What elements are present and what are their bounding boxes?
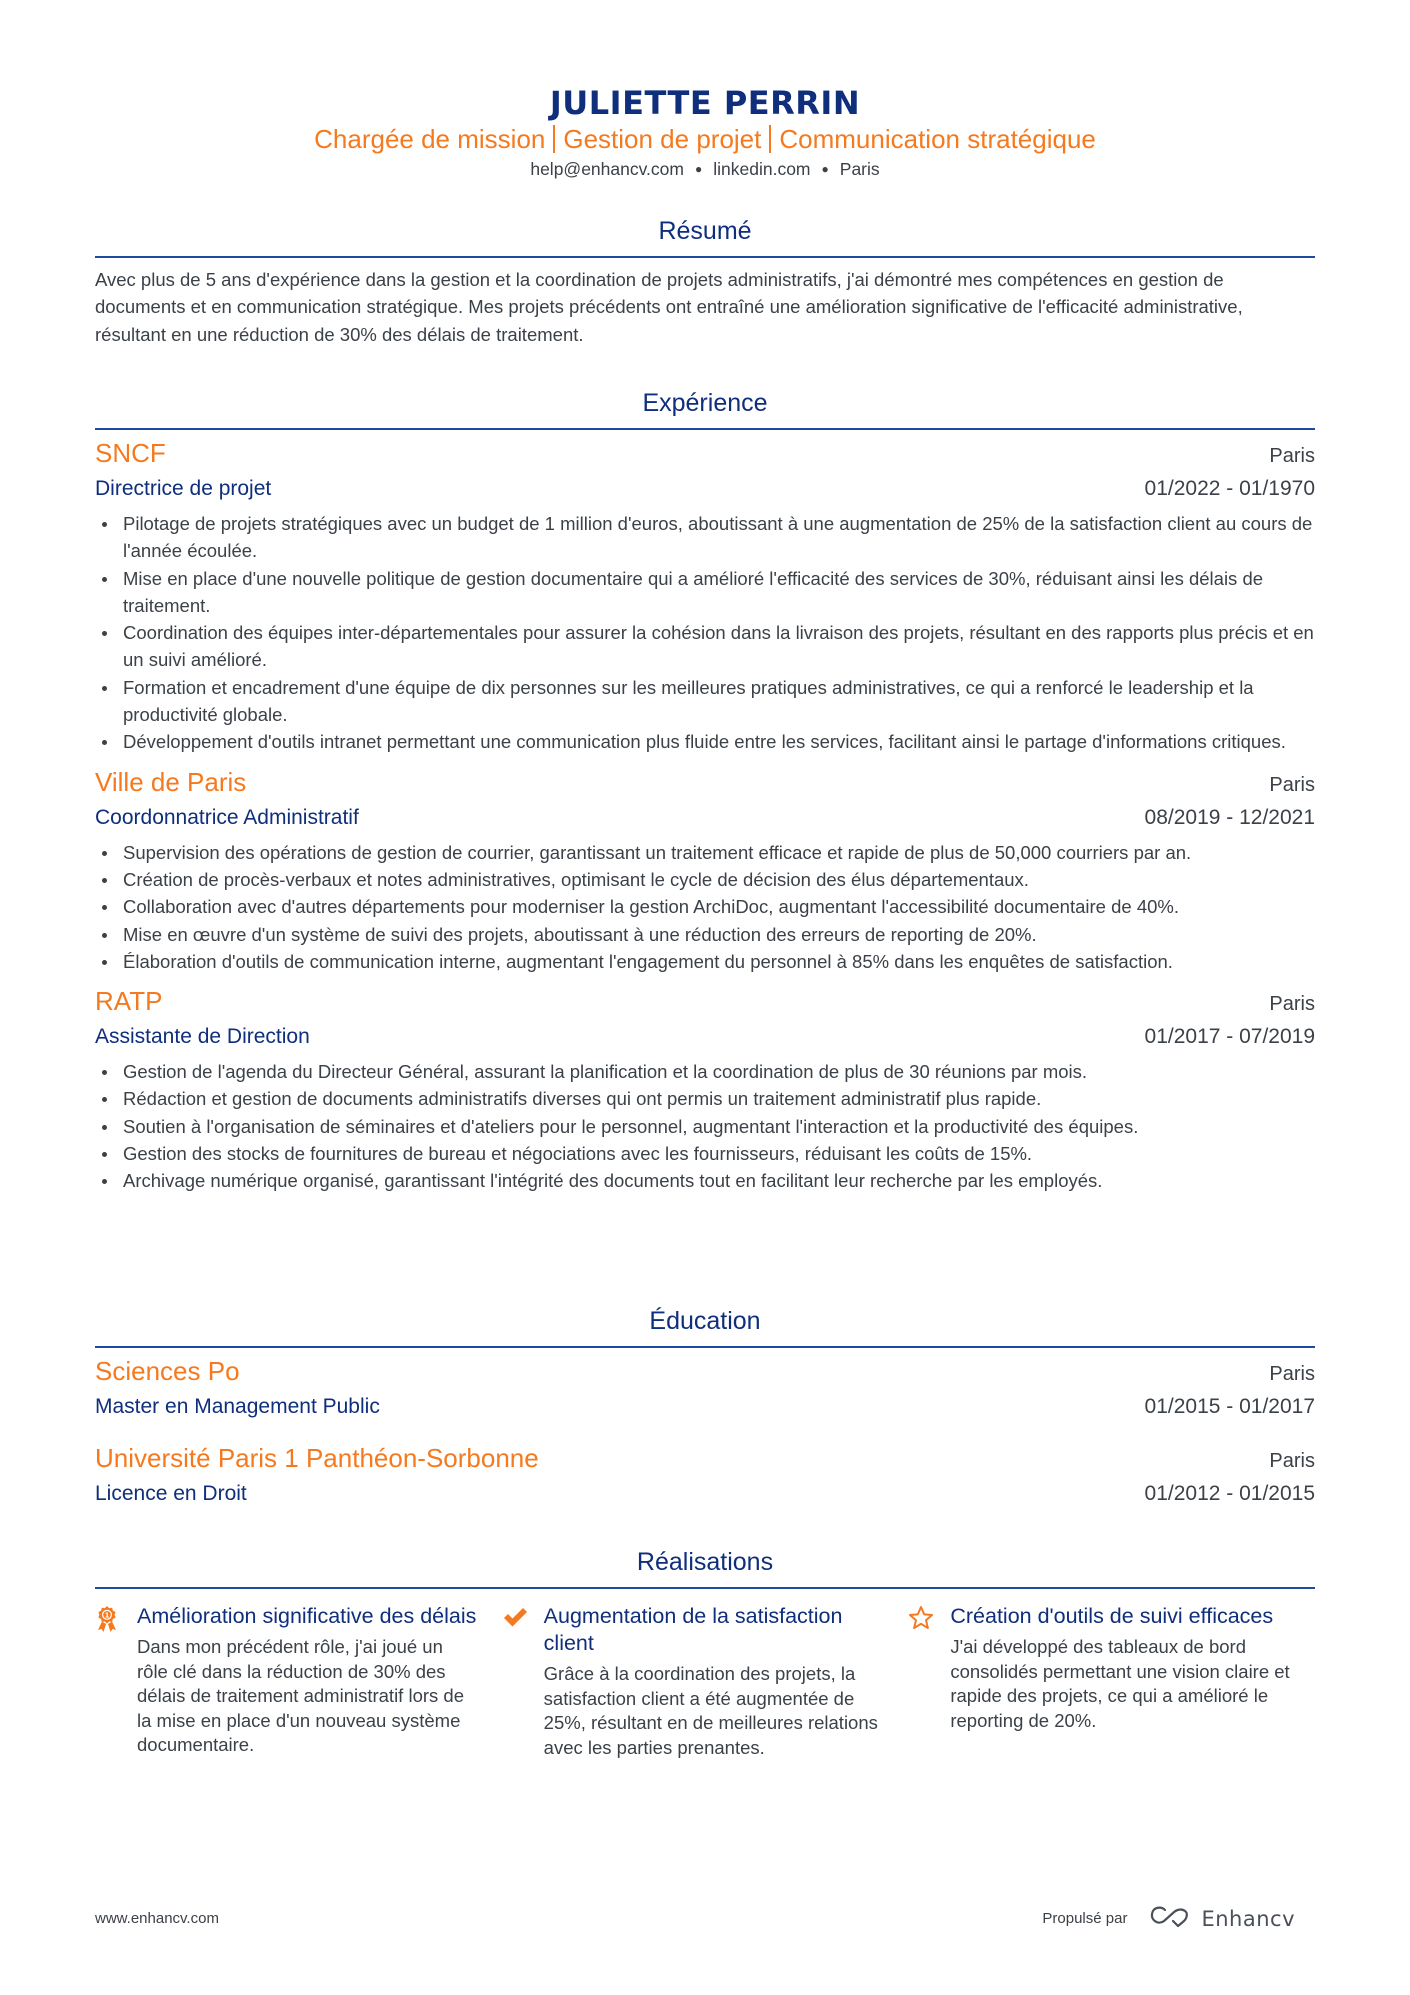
- summary-text: Avec plus de 5 ans d'expérience dans la gestion et la coordination de projets administratifs, j'ai démontré mes compétences en gestion de documents et en communication stratégique. Mes projets précédents ont entraîné une amélioration significative de l'efficacité administrative, résultant en une réduction de 30% des délais de traitement.: [95, 269, 1243, 345]
- entry-dates: 01/2017 - 07/2019: [1144, 1025, 1315, 1049]
- checkmark-icon: [502, 1603, 544, 1760]
- bullet-list: [95, 839, 1315, 975]
- job-title: Assistante de Direction: [95, 1025, 310, 1049]
- degree: Master en Management Public: [95, 1395, 380, 1418]
- powered-by: [1042, 1904, 1295, 1933]
- headline-part: Communication stratégique: [779, 124, 1096, 154]
- bullet-item: Création de procès-verbaux et notes administratives, optimisant le cycle de décision des élus départementaux.: [95, 866, 1315, 893]
- bullet-item: Gestion des stocks de fournitures de bureau et négociations avec les fournisseurs, réduisant les coûts de 15%.: [95, 1140, 1315, 1167]
- candidate-name: JULIETTE PERRIN: [549, 84, 861, 122]
- job-title: Directrice de projet: [95, 477, 272, 500]
- experience-entry: [95, 984, 1315, 1194]
- achievement-title: Augmentation de la satisfaction client: [543, 1604, 843, 1655]
- achievement-title: Création d'outils de suivi efficaces: [950, 1604, 1274, 1628]
- resume-header: [95, 0, 1315, 181]
- resume-page: [95, 0, 1315, 1931]
- summary-section: [95, 216, 1315, 348]
- bullet-item: Soutien à l'organisation de séminaires et d'ateliers pour le personnel, augmentant l'interaction et la productivité des équipes.: [95, 1113, 1315, 1140]
- contact-info: [95, 157, 1315, 181]
- entry-location: Paris: [1269, 445, 1315, 467]
- enhancv-logo-icon: [1149, 1904, 1193, 1933]
- section-title: Expérience: [642, 389, 768, 417]
- linkedin-link[interactable]: linkedin.com: [713, 159, 811, 179]
- bullet-separator: ●: [821, 162, 829, 176]
- brand-name: Enhancv: [1201, 1906, 1295, 1931]
- bullet-item: Archivage numérique organisé, garantissant l'intégrité des documents tout en facilitant leur recherche par les employés.: [95, 1167, 1315, 1194]
- achievements-section: [95, 1547, 1315, 1760]
- headline-separator: [553, 125, 555, 153]
- company-name: Ville de Paris: [95, 766, 247, 797]
- section-divider: [95, 1346, 1315, 1348]
- page-footer: [95, 1904, 1315, 1933]
- entry-location: Paris: [1269, 993, 1315, 1016]
- bullet-list: [95, 1058, 1315, 1194]
- education-section: [95, 1306, 1315, 1510]
- email-link[interactable]: help@enhancv.com: [530, 159, 684, 179]
- bullet-item: Collaboration avec d'autres départements pour moderniser la gestion ArchiDoc, augmentant l'accessibilité documentaire de 40%.: [95, 893, 1315, 920]
- bullet-list: [95, 510, 1315, 756]
- bullet-item: Développement d'outils intranet permettant une communication plus fluide entre les services, facilitant ainsi le partage d'informations critiques.: [95, 728, 1315, 755]
- headline-separator: [769, 125, 771, 153]
- company-name: RATP: [95, 986, 163, 1017]
- achievement-item: [95, 1603, 502, 1760]
- bullet-item: Coordination des équipes inter-départementales pour assurer la cohésion dans la livraison des projets, résultant en des rapports plus précis et en un suivi amélioré.: [95, 619, 1315, 674]
- school-name: Université Paris 1 Panthéon-Sorbonne: [95, 1443, 539, 1473]
- headline-part: Chargée de mission: [314, 124, 546, 154]
- achievement-description: J'ai développé des tableaux de bord consolidés permettant une vision claire et rapide des projets, ce qui a amélioré le reporting de 20%.: [950, 1636, 1290, 1731]
- job-title: Coordonnatrice Administratif: [95, 805, 359, 829]
- section-divider: [95, 1587, 1315, 1589]
- bullet-item: Élaboration d'outils de communication interne, augmentant l'engagement du personnel à 85% dans les enquêtes de satisfaction.: [95, 948, 1315, 975]
- company-name: SNCF: [95, 438, 166, 468]
- school-name: Sciences Po: [95, 1356, 240, 1386]
- experience-entry: [95, 436, 1315, 756]
- section-divider: [95, 256, 1315, 258]
- svg-text:1: 1: [104, 1611, 110, 1620]
- footer-website-link[interactable]: www.enhancv.com: [95, 1910, 219, 1927]
- entry-dates: 01/2015 - 01/2017: [1144, 1395, 1315, 1418]
- location-text: Paris: [839, 159, 880, 179]
- achievement-description: Grâce à la coordination des projets, la satisfaction client a été augmentée de 25%, résultant en de meilleures relations avec les parties prenantes.: [543, 1663, 878, 1758]
- entry-location: Paris: [1269, 773, 1315, 796]
- entry-location: Paris: [1269, 1363, 1315, 1385]
- degree: Licence en Droit: [95, 1482, 247, 1505]
- award-ribbon-icon: [95, 1603, 137, 1760]
- bullet-item: Supervision des opérations de gestion de courrier, garantissant un traitement efficace et rapide de plus de 50,000 courriers par an.: [95, 839, 1315, 866]
- achievements-list: [95, 1603, 1315, 1760]
- section-title: Résumé: [658, 217, 752, 245]
- achievement-item: [908, 1603, 1315, 1760]
- bullet-item: Pilotage de projets stratégiques avec un budget de 1 million d'euros, aboutissant à une augmentation de 25% de la satisfaction client au cours de l'année écoulée.: [95, 510, 1315, 565]
- bullet-item: Gestion de l'agenda du Directeur Général, assurant la planification et la coordination de plus de 30 réunions par mois.: [95, 1058, 1315, 1085]
- bullet-item: Mise en œuvre d'un système de suivi des projets, aboutissant à une réduction des erreurs de reporting de 20%.: [95, 921, 1315, 948]
- achievement-description: Dans mon précédent rôle, j'ai joué un rôle clé dans la réduction de 30% des délais de traitement administratif lors de la mise en place d'un nouveau système documentaire.: [137, 1636, 464, 1755]
- section-title: Réalisations: [636, 1548, 774, 1576]
- entry-dates: 01/2012 - 01/2015: [1144, 1482, 1315, 1505]
- entry-dates: 08/2019 - 12/2021: [1144, 805, 1315, 829]
- education-entry: [95, 1441, 1315, 1510]
- entry-location: Paris: [1269, 1450, 1315, 1472]
- headline-part: Gestion de projet: [563, 124, 762, 154]
- entry-dates: 01/2022 - 01/1970: [1144, 477, 1315, 500]
- section-divider: [95, 428, 1315, 430]
- education-entry: [95, 1354, 1315, 1423]
- headline: [95, 122, 1315, 156]
- star-outline-icon: [908, 1603, 950, 1760]
- achievement-title: Amélioration significative des délais: [137, 1604, 477, 1628]
- section-title: Éducation: [649, 1307, 761, 1335]
- bullet-item: Mise en place d'une nouvelle politique de gestion documentaire qui a amélioré l'efficacité des services de 30%, réduisant ainsi les délais de traitement.: [95, 565, 1315, 620]
- bullet-item: Formation et encadrement d'une équipe de dix personnes sur les meilleures pratiques administratives, ce qui a renforcé le leadership et la productivité globale.: [95, 674, 1315, 729]
- achievement-item: [502, 1603, 909, 1760]
- bullet-item: Rédaction et gestion de documents administratifs diverses qui ont permis un traitement administratif plus rapide.: [95, 1085, 1315, 1112]
- bullet-separator: ●: [694, 162, 703, 176]
- experience-entry: [95, 765, 1315, 975]
- experience-section: [95, 388, 1315, 1195]
- powered-by-label: Propulsé par: [1042, 1910, 1128, 1927]
